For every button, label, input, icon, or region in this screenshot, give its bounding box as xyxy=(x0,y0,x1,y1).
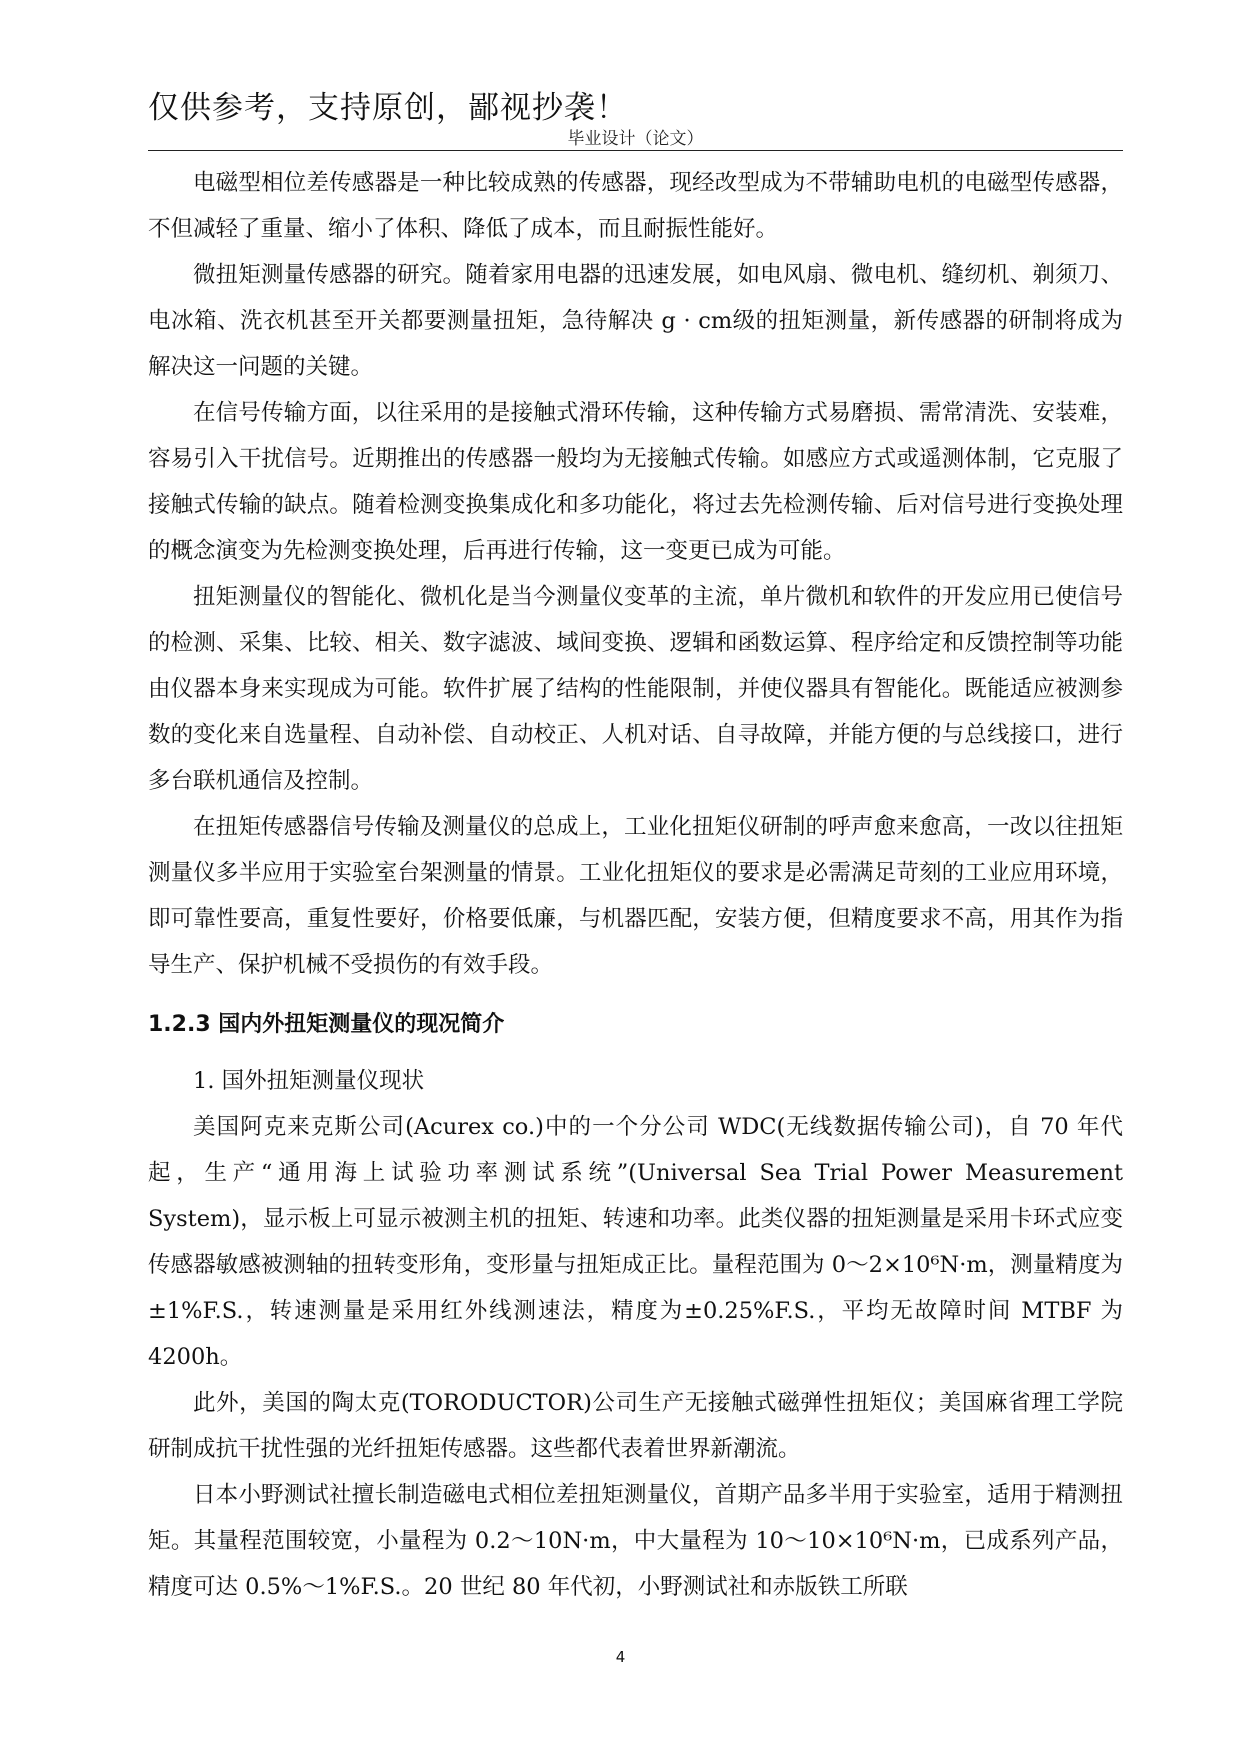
subsection-title: 1. 国外扭矩测量仪现状 xyxy=(193,1068,425,1094)
paragraph: 美国阿克来克斯公司(Acurex co.)中的一个分公司 WDC(无线数据传输公司)，自 70 年代起，生产“通用海上试验功率测试系统”(Universal Sea Trial Power Measurement System)，显示板上可显示被测主机的扭矩、转速和功率。此类仪器的扭矩测量是采用卡环式应变传感器敏感被测轴的扭转变形角，变形量与扭矩成正比。量程范围为 0～2×10⁶N·m，测量精度为±1%F.S.，转速测量是采用红外线测速法，精度为±0.25%F.S.，平均无故障时间 MTBF 为 4200h。 xyxy=(148,1114,1123,1370)
paragraph: 此外，美国的陶太克(TORODUCTOR)公司生产无接触式磁弹性扭矩仪；美国麻省理工学院研制成抗干扰性强的光纤扭矩传感器。这些都代表着世界新潮流。 xyxy=(148,1390,1123,1462)
paragraph: 在扭矩传感器信号传输及测量仪的总成上，工业化扭矩仪研制的呼声愈来愈高，一改以往扭矩测量仪多半应用于实验室台架测量的情景。工业化扭矩仪的要求是必需满足苛刻的工业应用环境，即可靠性要高，重复性要好，价格要低廉，与机器匹配，安装方便，但精度要求不高，用其作为指导生产、保护机械不受损伤的有效手段。 xyxy=(148,814,1123,978)
body-text xyxy=(148,160,1123,1610)
header-divider xyxy=(148,150,1123,151)
running-header: 毕业设计（论文） xyxy=(567,129,704,149)
page-number: 4 xyxy=(615,1648,626,1666)
paragraph: 扭矩测量仪的智能化、微机化是当今测量仪变革的主流，单片微机和软件的开发应用已使信号的检测、采集、比较、相关、数字滤波、域间变换、逻辑和函数运算、程序给定和反馈控制等功能由仪器本身来实现成为可能。软件扩展了结构的性能限制，并使仪器具有智能化。既能适应被测参数的变化来自选量程、自动补偿、自动校正、人机对话、自寻故障，并能方便的与总线接口，进行多台联机通信及控制。 xyxy=(148,584,1123,794)
section-heading: 1.2.3 国内外扭矩测量仪的现况简介 xyxy=(148,1012,505,1037)
watermark-text: 仅供参考，支持原创，鄙视抄袭！ xyxy=(148,90,628,126)
paragraph: 日本小野测试社擅长制造磁电式相位差扭矩测量仪，首期产品多半用于实验室，适用于精测扭矩。其量程范围较宽，小量程为 0.2～10N·m，中大量程为 10～10×10⁶N·m，已成系列产品，精度可达 0.5%～1%F.S.。20 世纪 80 年代初，小野测试社和赤版铁工所联 xyxy=(148,1482,1123,1600)
paragraph: 微扭矩测量传感器的研究。随着家用电器的迅速发展，如电风扇、微电机、缝纫机、剃须刀、电冰箱、洗衣机甚至开关都要测量扭矩，急待解决 g · cm级的扭矩测量，新传感器的研制将成为解决这一问题的关键。 xyxy=(148,262,1123,380)
paragraph: 在信号传输方面，以往采用的是接触式滑环传输，这种传输方式易磨损、需常清洗、安装难，容易引入干扰信号。近期推出的传感器一般均为无接触式传输。如感应方式或遥测体制，它克服了接触式传输的缺点。随着检测变换集成化和多功能化，将过去先检测传输、后对信号进行变换处理的概念演变为先检测变换处理，后再进行传输，这一变更已成为可能。 xyxy=(148,400,1123,564)
paragraph: 电磁型相位差传感器是一种比较成熟的传感器，现经改型成为不带辅助电机的电磁型传感器，不但减轻了重量、缩小了体积、降低了成本，而且耐振性能好。 xyxy=(148,170,1123,242)
